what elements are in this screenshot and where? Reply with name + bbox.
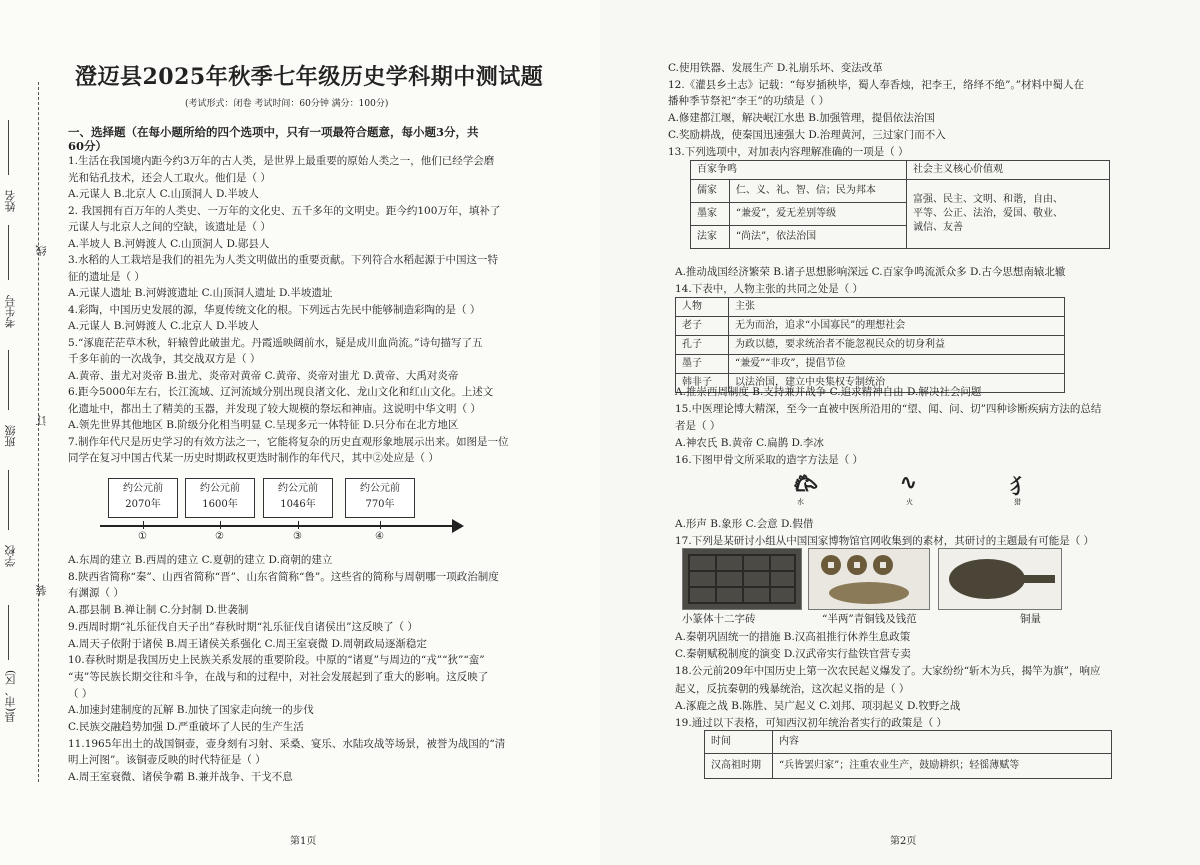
question-line: 同学在复习中国古代某一历史时期政权更迭时制作的年代尺，其中②处应是（ ）: [68, 452, 439, 464]
table-q13-value: 仁、义、礼、智、信；民为邦本: [729, 180, 906, 203]
table-q13-value: “尚法”，依法治国: [729, 226, 906, 249]
bronze-measure-image: [938, 548, 1062, 610]
question-line: 明上河图”。该铜壶反映的时代特征是（ ）: [68, 754, 266, 767]
table-q14-value: “兼爱”“非攻”，提倡节俭: [729, 355, 1065, 374]
oracle-water-glyph: 𐂃: [793, 472, 818, 496]
question-line: 13.下列选项中，对加表内容理解准确的一项是（ ）: [668, 145, 909, 158]
oracle-hunt-label: 猎: [1014, 498, 1021, 506]
timeline-mark: ②: [215, 531, 224, 542]
timeline-date-box: [345, 478, 415, 518]
oracle-water-label: 水: [797, 498, 804, 506]
binding-dashed-line: [38, 82, 39, 782]
table-q13-key: 墨家: [691, 203, 730, 226]
question-line: 2. 我国拥有百万年的人类史、一万年的文化史、五千多年的文明史。距今约100万年，填补了: [68, 204, 501, 217]
section1-heading: 一、选择题（在每小题所给的四个选项中，只有一项最符合题意，每小题3分，共: [68, 125, 479, 139]
table-q13-values-cell: [907, 180, 1110, 249]
question-line: 18.公元前209年中国历史上第一次农民起义爆发了。大家纷纷“斩木为兵，揭竿为旗”，响应: [675, 665, 1101, 678]
brick-caption: 小篆体十二字砖: [682, 613, 756, 625]
gutter-class-label: 班级: [4, 425, 17, 447]
table-q13-header-left: 百家争鸣: [691, 161, 907, 180]
question-line: A.元谋人 B.河姆渡人 C.北京人 D.半坡人: [68, 320, 259, 332]
timeline-date-box: [108, 478, 178, 518]
question-line: A.郡县制 B.禅让制 C.分封制 D.世袭制: [68, 604, 249, 617]
question-line: A.东周的建立 B.西周的建立 C.夏朝的建立 D.商朝的建立: [68, 554, 333, 566]
question-line: 征的遗址是（ ）: [68, 270, 145, 283]
timeline-tick: [143, 521, 144, 529]
question-line: 1.生活在我国境内距今约3万年的古人类，是世界上最重要的原始人类之一，他们已经学会磨: [68, 155, 495, 167]
question-line: A.元谋人 B.北京人 C.山顶洞人 D.半坡人: [68, 188, 259, 200]
table-q13-right-line: 平等、公正、法治，爱国、敬业、: [913, 208, 1063, 219]
oracle-fire-label: 火: [906, 498, 913, 506]
question-line: A.加速封建制度的瓦解 B.加快了国家走向统一的步伐: [68, 704, 314, 717]
gutter-ding-label: 订: [35, 415, 48, 426]
coins-image: [808, 548, 930, 610]
question-line: C.使用铁器、发展生产 D.礼崩乐坏、变法改革: [668, 62, 883, 74]
table-q13-key: 法家: [691, 226, 730, 249]
table-q14-key: 墨子: [676, 355, 729, 374]
section1-heading-cont: 60分）: [68, 139, 108, 153]
question-line: A.推崇西周制度 B.支持兼并战争 C.追求精神自由 D.解决社会问题: [675, 386, 982, 398]
gutter-county-label: 县(市、区): [4, 670, 17, 723]
table-q19: [704, 730, 1112, 779]
table-q13-key: 儒家: [691, 180, 730, 203]
table-q14-key: 孔子: [676, 336, 729, 355]
question-line: C.秦朝赋税制度的演变 D.汉武帝实行盐铁官营专卖: [675, 648, 911, 661]
binding-gutter: [0, 0, 50, 865]
question-line: A.黄帝、蚩尤对炎帝 B.蚩尤、炎帝对黄帝 C.黄帝、炎帝对蚩尤 D.黄帝、大禹对炎帝: [68, 369, 459, 382]
timeline-tick: [298, 521, 299, 529]
question-line: A.秦朝巩固统一的措施 B.汉高祖推行休养生息政策: [675, 631, 911, 643]
table-q13-value: “兼爱”，爱无差别等级: [729, 203, 906, 226]
question-line: “夷”等民族长期交往和斗争，在战与和的过程中，对社会发展起到了重大的影响。这反映了: [68, 670, 489, 683]
table-q14: [675, 297, 1065, 393]
class-blank[interactable]: [8, 350, 9, 410]
question-line: 8.陕西省简称“秦”、山西省简称“晋”、山东省简称“鲁”。这些省的简称与周朝哪一项政治制度: [68, 570, 499, 583]
question-line: 3.水稻的人工栽培是我们的祖先为人类文明做出的重要贡献。下列符合水稻起源于中国这一特: [68, 254, 499, 266]
question-line: C.奖励耕战，使秦国迅速强大 D.治理黄河，三过家门而不入: [668, 128, 946, 141]
table-q14-key: 老子: [676, 317, 729, 336]
question-line: 17.下列是某研讨小组从中国国家博物馆官网收集到的素材，其研讨的主题最有可能是（ ）: [675, 534, 1095, 547]
question-line: 10.春秋时期是我国历史上民族关系发展的重要阶段。中原的“诸夏”与周边的“戎”“狄”“蛮”: [68, 654, 485, 667]
question-line: （ ）: [68, 687, 93, 700]
question-line: A.周天子依附于诸侯 B.周王诸侯关系强化 C.周王室衰微 D.周朝政局逐渐稳定: [68, 637, 427, 650]
question-line: 12.《灌县乡土志》记载：“每岁插秧毕，蜀人奉香烛，祀李王，络绎不绝”。”材料中蜀人在: [668, 78, 1085, 91]
exam-no-blank[interactable]: [8, 225, 9, 280]
table-q14-header-right: 主张: [729, 298, 1065, 317]
question-line: 11.1965年出土的战国铜壶，壶身刻有习射、采桑、宴乐、水陆攻战等场景，被誉为战国的“清: [68, 737, 506, 750]
question-line: A.涿鹿之战 B.陈胜、吴广起义 C.刘邦、项羽起义 D.牧野之战: [675, 699, 961, 712]
question-line: 元谋人与北京人之间的空缺，该遗址是（ ）: [68, 221, 271, 233]
table-q14-value: 为政以德，要求统治者不能忽视民众的切身利益: [729, 336, 1065, 355]
timeline-date-prefix: 约公元前: [200, 483, 240, 494]
table-q13-right-line: 富强、民主、文明、和谐，自由、: [913, 194, 1063, 205]
table-q19-key: 汉高祖时期: [705, 754, 773, 779]
question-line: 有渊源（ ）: [68, 587, 124, 600]
gutter-name-label: 姓名: [4, 190, 17, 212]
question-line: A.神农氏 B.黄帝 C.扁鹊 D.李冰: [675, 437, 824, 449]
bronze-caption: 铜量: [1020, 613, 1041, 625]
question-line: 6.距今5000年左右，长江流域、辽河流域分别出现良渚文化、龙山文化和红山文化。上述文: [68, 386, 494, 398]
exam-subtitle: (考试形式：闭卷 考试时间：60分钟 满分：100分): [185, 99, 389, 109]
question-line: C.民族交融趋势加强 D.严重破坏了人民的生产生活: [68, 721, 304, 733]
table-q19-header-left: 时间: [705, 731, 773, 754]
table-q13: [690, 160, 1110, 249]
question-line: 5.“涿鹿茫茫草木秋，轩辕曾此破蚩尤。丹霞遥映阔前水，疑是成川血尚流。”诗句描写了五: [68, 336, 483, 349]
question-line: 播种季节祭祀“李王”的功绩是（ ）: [668, 95, 830, 108]
gutter-zhuang-label: 装: [35, 585, 48, 596]
question-line: 起义，反抗秦朝的残暴统治，这次起义指的是（ ）: [675, 682, 910, 695]
school-blank[interactable]: [8, 470, 9, 530]
coin-icon: [809, 549, 929, 609]
table-q13-header-right: 社会主义核心价值观: [907, 161, 1110, 180]
table-q19-header-right: 内容: [773, 731, 1112, 754]
brick-pattern-icon: [683, 549, 801, 609]
timeline-date-year: 1046年: [280, 499, 316, 510]
question-line: 化遗址中，都出土了精美的玉器，并发现了较大规模的祭坛和神庙。这说明中华文明（ ）: [68, 402, 481, 415]
question-line: A.领先世界其他地区 B.阶级分化相当明显 C.呈现多元一体特征 D.只分布在北方地区: [68, 419, 459, 431]
timeline-date-year: 770年: [365, 499, 395, 510]
table-q13-right-line: 诚信、友善: [913, 222, 963, 233]
timeline-date-box: [263, 478, 333, 518]
timeline-arrow: [452, 519, 464, 533]
timeline-date-year: 2070年: [125, 499, 161, 510]
question-line: A.周王室衰微、诸侯争霸 B.兼并战争、干戈不息: [68, 771, 293, 784]
question-line: 者是（ ）: [675, 420, 721, 432]
question-line: A.推动战国经济繁荣 B.诸子思想影响深远 C.百家争鸣流派众多 D.古今思想南辕北辙: [675, 266, 1066, 278]
question-line: 14.下表中，人物主张的共同之处是（ ）: [675, 282, 864, 295]
timeline-mark: ①: [138, 531, 147, 542]
name-blank[interactable]: [8, 120, 9, 175]
table-q14-value: 以法治国，建立中央集权专制统治: [729, 374, 1065, 393]
oracle-hunt-glyph: 犭: [1010, 474, 1030, 498]
question-line: A.元谋人遗址 B.河姆渡遗址 C.山顶洞人遗址 D.半坡遗址: [68, 287, 333, 299]
question-line: A.半坡人 B.河姆渡人 C.山顶洞人 D.郧县人: [68, 237, 270, 250]
county-blank[interactable]: [8, 605, 9, 660]
question-line: 19.通过以下表格，可知西汉初年统治者实行的政策是（ ）: [675, 717, 948, 729]
table-q14-header-left: 人物: [676, 298, 729, 317]
page-number-2: 第2页: [890, 836, 917, 847]
timeline-tick: [380, 521, 381, 529]
timeline-axis: [100, 525, 455, 527]
bronze-measure-icon: [939, 549, 1061, 609]
question-line: 千多年前的一次战争，其交战双方是（ ）: [68, 353, 261, 365]
question-line: 4.彩陶，中国历史发展的源，华夏传统文化的根。下列远古先民中能够制造彩陶的是（ ）: [68, 303, 481, 316]
brick-image: [682, 548, 802, 610]
table-q19-value: “兵皆罢归家”；注重农业生产，鼓励耕织；轻徭薄赋等: [773, 754, 1112, 779]
timeline-mark: ③: [293, 531, 302, 542]
question-line: 9.西周时期“礼乐征伐自天子出”春秋时期“礼乐征伐自诸侯出”这反映了（ ）: [68, 620, 418, 633]
oracle-fire-glyph: ∿: [900, 470, 917, 494]
table-q14-value: 无为而治，追求“小国寡民”的理想社会: [729, 317, 1065, 336]
exam-title: 澄迈县2025年秋季七年级历史学科期中测试题: [75, 64, 544, 90]
timeline-date-prefix: 约公元前: [360, 483, 400, 494]
question-line: 7.制作年代尺是历史学习的有效方法之一，它能将复杂的历史直观形象地展示出来。如图是一位: [68, 435, 509, 448]
timeline-date-year: 1600年: [202, 499, 238, 510]
question-line: 光和钻孔技术，还会人工取火。他们是（ ）: [68, 171, 271, 184]
table-q14-key: 韩非子: [676, 374, 729, 393]
timeline-date-prefix: 约公元前: [123, 483, 163, 494]
gutter-line-label: 线: [35, 245, 48, 256]
gutter-school-label: 学校: [4, 545, 17, 567]
timeline-date-box: [185, 478, 255, 518]
coins-caption: “半两”青铜钱及钱范: [822, 613, 917, 625]
gutter-exam-no-label: 考生号: [4, 295, 17, 328]
question-line: A.修建都江堰，解决岷江水患 B.加强管理，提倡依法治国: [668, 112, 935, 125]
question-line: 16.下图甲骨文所采取的造字方法是（ ）: [675, 454, 864, 466]
question-line: A.形声 B.象形 C.会意 D.假借: [675, 518, 814, 530]
timeline-tick: [220, 521, 221, 529]
timeline-date-prefix: 约公元前: [278, 483, 318, 494]
question-line: 15.中医理论博大精深，至今一直被中医所沿用的“望、闻、问、切”四种诊断疾病方法的总结: [675, 403, 1102, 415]
right-page: [600, 0, 1200, 865]
page-number-1: 第1页: [290, 836, 317, 847]
timeline-mark: ④: [375, 531, 384, 542]
